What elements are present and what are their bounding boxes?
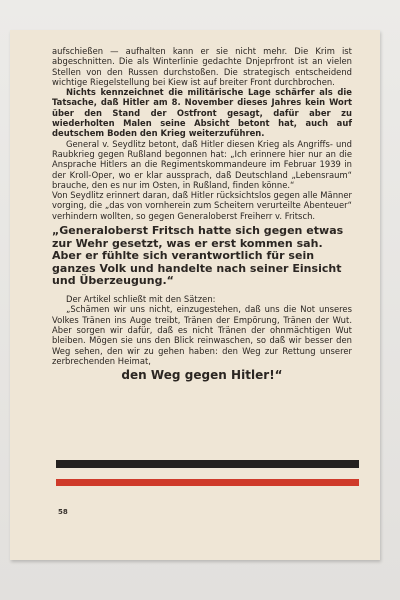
paragraph-4: Von Seydlitz erinnert daran, daß Hitler rücksichtslos gegen alle Männer vorging, die „das von vornherein zum Scheitern verurteilte Abenteuer“ verhindern wollten, so gegen Generaloberst Freiherr v. Fritsch. bbox=[52, 190, 352, 221]
red-stripe bbox=[56, 479, 359, 486]
leaflet-page bbox=[10, 30, 380, 560]
page-number: 58 bbox=[58, 508, 68, 516]
paragraph-3: General v. Seydlitz betont, daß Hitler diesen Krieg als Angriffs- und Raubkrieg gegen Rußland begonnen hat: „Ich erinnere hier nur an die Ansprache Hitlers an die Regimentskommandeure im Februar 1939 in der Kroll-Oper, wo er klar aussprach, daß Deutschland „Lebensraum“ brauche, den es nur im Osten, in Rußland, finden könne.“ bbox=[52, 138, 352, 190]
paragraph-1: aufschießen — aufhalten kann er sie nicht mehr. Die Krim ist abgeschnitten. Die als Winterlinie gedachte Dnjeprfront ist an vielen Stellen von den Russen durchstoßen. Die strategisch entscheidend wichtige Riegelstellung bei Kiew ist auf breiter Front durchbrochen. bbox=[52, 46, 352, 87]
closing-slogan: den Weg gegen Hitler!“ bbox=[121, 368, 283, 383]
paragraph-2: Nichts kennzeichnet die militärische Lage schärfer als die Tatsache, daß Hitler am 8. November dieses Jahres kein Wort über den Stand der Ostfront gesagt, dafür aber zu wiederholten Malen seine Absicht betont hat, auch auf deutschem Boden den Krieg weiterzuführen. bbox=[52, 87, 352, 139]
final-paragraph: „Schämen wir uns nicht, einzugestehen, daß uns die Not unseres Volkes Tränen ins Auge treibt, Tränen der Empörung, Tränen der Wut. Aber sorgen wir dafür, daß es nicht Tränen der ohnmächtigen Wut bleiben. Mögen sie uns den Blick reinwaschen, so daß wir besser den Weg sehen, den wir zu gehen haben: den Weg zur Rettung unserer zerbrechenden Heimat, bbox=[52, 304, 352, 366]
fritsch-quote: „Generaloberst Fritsch hatte sich gegen etwas zur Wehr gesetzt, was er erst kommen sah. Aber er fühlte sich verantwortlich für sein ganzes Volk und handelte nach seiner Einsicht und Überzeugung.“ bbox=[52, 224, 344, 288]
black-stripe bbox=[56, 460, 359, 468]
lead-in-line: Der Artikel schließt mit den Sätzen: bbox=[66, 294, 216, 305]
article-body bbox=[52, 46, 352, 382]
